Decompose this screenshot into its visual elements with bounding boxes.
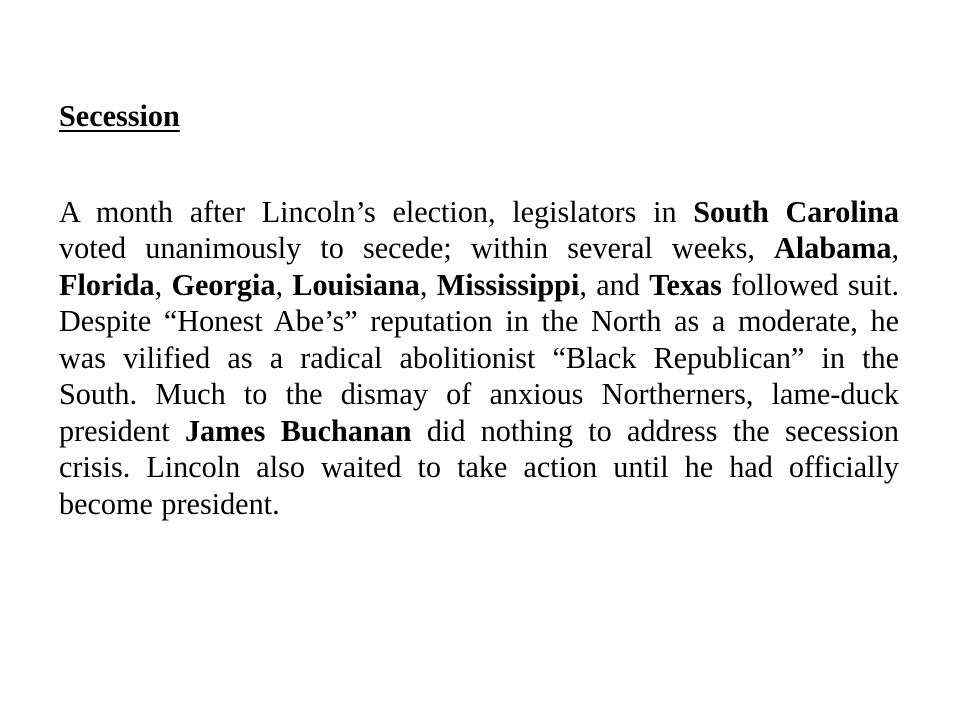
bold-text-run: Alabama xyxy=(774,231,892,265)
text-run: , xyxy=(275,267,293,302)
bold-text-run: Louisiana xyxy=(292,267,420,302)
text-run: , and xyxy=(579,267,650,302)
text-run: , xyxy=(891,231,899,265)
slide-heading: Secession xyxy=(59,99,180,133)
bold-text-run: South Carolina xyxy=(693,194,899,229)
text-run: did nothing to address the secession crisis. Lincoln also waited to take action until he had officially become president. xyxy=(59,413,899,521)
spacer xyxy=(59,135,899,194)
bold-text-run: Texas xyxy=(649,267,722,302)
bold-text-run: Georgia xyxy=(171,267,276,302)
text-run: followed suit. Despite “Honest Abe’s” reputation in the North as a moderate, he was vilified as a radical abolitionist “Black Republican” in the South. Much to the dismay of anxious Northerners, lame-duck president xyxy=(59,267,900,448)
body-paragraph xyxy=(59,194,899,523)
text-run: voted unanimously to secede; within several weeks, xyxy=(59,231,775,265)
bold-text-run: Florida xyxy=(59,267,155,302)
bold-text-run: James Buchanan xyxy=(184,413,412,448)
slide-content xyxy=(59,98,899,522)
text-run: , xyxy=(419,267,437,302)
text-run: A month after Lincoln’s election, legislators in xyxy=(59,194,694,229)
bold-text-run: Mississippi xyxy=(436,267,580,302)
text-run: , xyxy=(154,267,172,302)
